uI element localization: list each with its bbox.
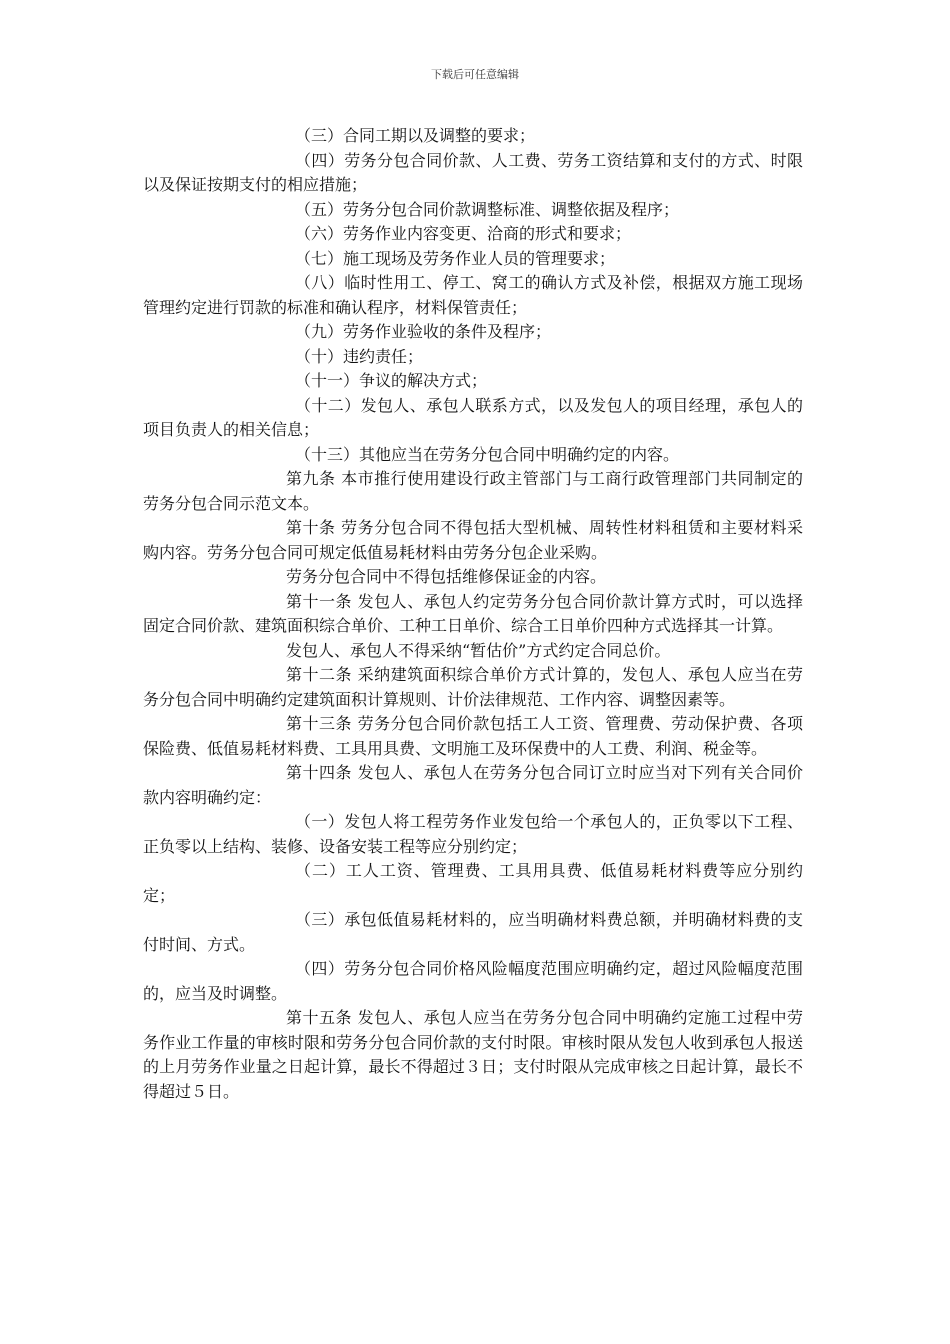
article-14: 第十四条 发包人、承包人在劳务分包合同订立时应当对下列有关合同价款内容明确约定： bbox=[143, 763, 803, 807]
article-14-item-2: （二）工人工资、管理费、工具用具费、低值易耗材料费等应分别约定； bbox=[143, 861, 803, 905]
clause-item-5: （五）劳务分包合同价款调整标准、调整依据及程序； bbox=[295, 199, 680, 219]
article-14-item-1: （一）发包人将工程劳务作业发包给一个承包人的，正负零以下工程、正负零以上结构、装修、设备安装工程等应分别约定； bbox=[143, 812, 803, 856]
clause-item-6: （六）劳务作业内容变更、洽商的形式和要求； bbox=[295, 224, 632, 243]
document-body bbox=[143, 124, 803, 1104]
clause-item-12: （十二）发包人、承包人联系方式，以及发包人的项目经理，承包人的项目负责人的相关信息； bbox=[143, 395, 803, 439]
article-13: 第十三条 劳务分包合同价款包括工人工资、管理费、劳动保护费、各项保险费、低值易耗材料费、工具用具费、文明施工及环保费中的人工费、利润、税金等。 bbox=[143, 714, 803, 758]
clause-item-8: （八）临时性用工、停工、窝工的确认方式及补偿，根据双方施工现场管理约定进行罚款的标准和确认程序，材料保管责任； bbox=[143, 273, 803, 317]
clause-item-3: （三）合同工期以及调整的要求； bbox=[295, 126, 536, 145]
article-15: 第十五条 发包人、承包人应当在劳务分包合同中明确约定施工过程中劳务作业工作量的审核时限和劳务分包合同价款的支付时限。审核时限从发包人收到承包人报送的上月劳务作业量之日起计算，最长不得超过３日；支付时限从完成审核之日起计算，最长不得超过５日。 bbox=[143, 1008, 803, 1101]
clause-item-7: （七）施工现场及劳务作业人员的管理要求； bbox=[295, 248, 616, 268]
clause-item-13: （十三）其他应当在劳务分包合同中明确约定的内容。 bbox=[295, 444, 680, 464]
clause-item-10: （十）违约责任； bbox=[295, 346, 424, 366]
clause-item-11: （十一）争议的解决方式； bbox=[295, 371, 488, 390]
clause-item-4: （四）劳务分包合同价款、人工费、劳务工资结算和支付的方式、时限以及保证按期支付的相应措施； bbox=[143, 150, 803, 194]
article-11: 第十一条 发包人、承包人约定劳务分包合同价款计算方式时，可以选择固定合同价款、建筑面积综合单价、工种工日单价、综合工日单价四种方式选择其一计算。 bbox=[143, 591, 803, 635]
article-14-item-3: （三）承包低值易耗材料的，应当明确材料费总额，并明确材料费的支付时间、方式。 bbox=[143, 910, 803, 954]
clause-item-9: （九）劳务作业验收的条件及程序； bbox=[295, 322, 552, 341]
article-12: 第十二条 采纳建筑面积综合单价方式计算的，发包人、承包人应当在劳务分包合同中明确约定建筑面积计算规则、计价法律规范、工作内容、调整因素等。 bbox=[143, 665, 803, 709]
article-10-paragraph-2: 劳务分包合同中不得包括维修保证金的内容。 bbox=[286, 567, 607, 586]
article-11-paragraph-2: 发包人、承包人不得采纳“暂估价”方式约定合同总价。 bbox=[286, 640, 671, 660]
article-14-item-4: （四）劳务分包合同价格风险幅度范围应明确约定，超过风险幅度范围的，应当及时调整。 bbox=[143, 959, 803, 1003]
page-header-note: 下载后可任意编辑 bbox=[431, 68, 519, 81]
article-9: 第九条 本市推行使用建设行政主管部门与工商行政管理部门共同制定的劳务分包合同示范文本。 bbox=[143, 469, 803, 513]
article-10: 第十条 劳务分包合同不得包括大型机械、周转性材料租赁和主要材料采购内容。劳务分包合同可规定低值易耗材料由劳务分包企业采购。 bbox=[143, 518, 803, 562]
